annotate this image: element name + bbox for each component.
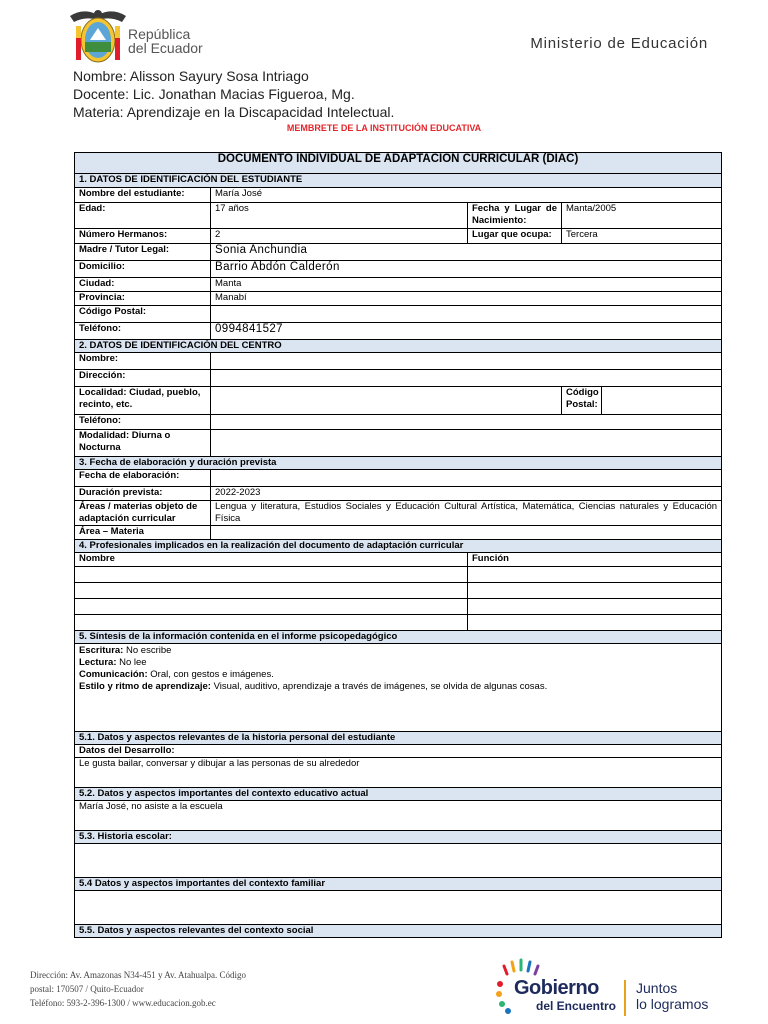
student-name-value: María José — [211, 188, 722, 203]
center-modality-label: Modalidad: Diurna o Nocturna — [75, 430, 211, 457]
area-subject-value — [211, 526, 722, 540]
professional-function-header: Función — [468, 553, 722, 567]
student-name-line: Nombre: Alisson Sayury Sosa Intriago — [73, 68, 309, 84]
center-modality-value — [211, 430, 722, 457]
footer-divider — [624, 980, 626, 1016]
section-5-heading: 5. Síntesis de la información contenida en el informe psicopedagógico — [75, 631, 722, 644]
duration-value: 2022-2023 — [211, 487, 722, 501]
elaboration-date-label: Fecha de elaboración: — [75, 470, 211, 487]
del-encuentro-wordmark: del Encuentro — [536, 999, 617, 1013]
center-address-label: Dirección: — [75, 370, 211, 387]
development-data-value: Le gusta bailar, conversar y dibujar a las personas de su alrededor — [75, 758, 722, 788]
home-address-value: Barrio Abdón Calderón — [211, 261, 722, 278]
section-3-heading: 3. Fecha de elaboración y duración prevista — [75, 457, 722, 470]
phone-value: 0994841527 — [211, 323, 722, 340]
subject-line: Materia: Aprendizaje en la Discapacidad Intelectual. — [73, 104, 395, 120]
home-address-label: Domicilio: — [75, 261, 211, 278]
learning-style-value: Visual, auditivo, aprendizaje a través de imágenes, se olvida de algunas cosas. — [210, 681, 548, 692]
gobierno-wordmark: Gobierno — [514, 977, 599, 999]
area-subject-label: Área – Materia — [75, 526, 211, 540]
professional-name-cell — [75, 583, 468, 599]
learning-style-label: Estilo y ritmo de aprendizaje: — [79, 681, 211, 692]
birth-value: Manta/2005 — [562, 203, 722, 229]
writing-value: No escribe — [123, 645, 172, 656]
educational-context-value: María José, no asiste a la escuela — [75, 801, 722, 831]
school-history-value — [75, 844, 722, 878]
professional-function-cell — [468, 599, 722, 615]
student-name-label: Nombre del estudiante: — [75, 188, 211, 203]
government-dots-icon — [494, 978, 514, 1018]
center-name-value — [211, 353, 722, 370]
siblings-label: Número Hermanos: — [75, 229, 211, 244]
elaboration-date-value — [211, 470, 722, 487]
birth-label: Fecha y Lugar de Nacimiento: — [468, 203, 562, 229]
section-5-2-heading: 5.2. Datos y aspectos importantes del contexto educativo actual — [75, 788, 722, 801]
reading-value: No lee — [116, 657, 147, 668]
sibling-position-label: Lugar que ocupa: — [468, 229, 562, 244]
section-2-heading: 2. DATOS DE IDENTIFICACIÓN DEL CENTRO — [75, 340, 722, 353]
development-data-label: Datos del Desarrollo: — [75, 745, 722, 758]
juntos-slogan: Juntos lo logramos — [636, 980, 709, 1012]
center-name-label: Nombre: — [75, 353, 211, 370]
professional-name-header: Nombre — [75, 553, 468, 567]
section-4-heading: 4. Profesionales implicados en la realización del documento de adaptación curricular — [75, 540, 722, 553]
reading-label: Lectura: — [79, 657, 117, 668]
center-phone-label: Teléfono: — [75, 415, 211, 430]
document-title: DOCUMENTO INDIVIDUAL DE ADAPTACIÓN CURRICULAR (DIAC) — [75, 153, 722, 174]
phone-label: Teléfono: — [75, 323, 211, 340]
section-5-1-heading: 5.1. Datos y aspectos relevantes de la historia personal del estudiante — [75, 732, 722, 745]
province-value: Manabí — [211, 292, 722, 306]
postal-code-label: Código Postal: — [75, 306, 211, 323]
communication-label: Comunicación: — [79, 669, 148, 680]
writing-label: Escritura: — [79, 645, 124, 656]
center-postal-label: Código Postal: — [562, 387, 602, 415]
section-5-3-heading: 5.3. Historia escolar: — [75, 831, 722, 844]
diac-table — [74, 152, 722, 938]
section-5-5-heading: 5.5. Datos y aspectos relevantes del contexto social — [75, 925, 722, 938]
family-context-value — [75, 891, 722, 925]
professional-name-cell — [75, 615, 468, 631]
professional-name-cell — [75, 599, 468, 615]
age-value: 17 años — [211, 203, 468, 229]
teacher-line: Docente: Lic. Jonathan Macias Figueroa, Mg. — [73, 86, 355, 102]
siblings-value: 2 — [211, 229, 468, 244]
guardian-value: Sonia Anchundia — [211, 244, 722, 261]
center-postal-value — [602, 387, 722, 415]
professional-function-cell — [468, 567, 722, 583]
center-locality-label: Localidad: Ciudad, pueblo, recinto, etc. — [75, 387, 211, 415]
section-5-4-heading: 5.4 Datos y aspectos importantes del contexto familiar — [75, 878, 722, 891]
professional-function-cell — [468, 615, 722, 631]
communication-value: Oral, con gestos e imágenes. — [147, 669, 274, 680]
guardian-label: Madre / Tutor Legal: — [75, 244, 211, 261]
institution-letterhead-label: MEMBRETE DE LA INSTITUCIÓN EDUCATIVA — [286, 123, 482, 133]
psychopedagogical-summary — [75, 644, 722, 732]
center-address-value — [211, 370, 722, 387]
ministry-name: Ministerio de Educación — [530, 35, 708, 52]
center-phone-value — [211, 415, 722, 430]
professional-function-cell — [468, 583, 722, 599]
center-locality-value — [211, 387, 562, 415]
age-label: Edad: — [75, 203, 211, 229]
city-value: Manta — [211, 278, 722, 292]
sibling-position-value: Tercera — [562, 229, 722, 244]
ministry-address: Dirección: Av. Amazonas N34-451 y Av. Atahualpa. Código postal: 170507 / Quito-Ecuador Teléfono: 593-2-396-1300 / www.educacion.gob.ec — [30, 970, 246, 1008]
section-1-heading: 1. DATOS DE IDENTIFICACIÓN DEL ESTUDIANTE — [75, 174, 722, 188]
city-label: Ciudad: — [75, 278, 211, 292]
duration-label: Duración prevista: — [75, 487, 211, 501]
postal-code-value — [211, 306, 722, 323]
areas-label: Áreas / materias objeto de adaptación curricular — [75, 501, 211, 526]
professional-name-cell — [75, 567, 468, 583]
republic-name: República del Ecuador — [128, 26, 203, 56]
province-label: Provincia: — [75, 292, 211, 306]
areas-value: Lengua y literatura, Estudios Sociales y Educación Cultural Artística, Matemática, Ciencias naturales y Educación Física — [211, 501, 722, 526]
